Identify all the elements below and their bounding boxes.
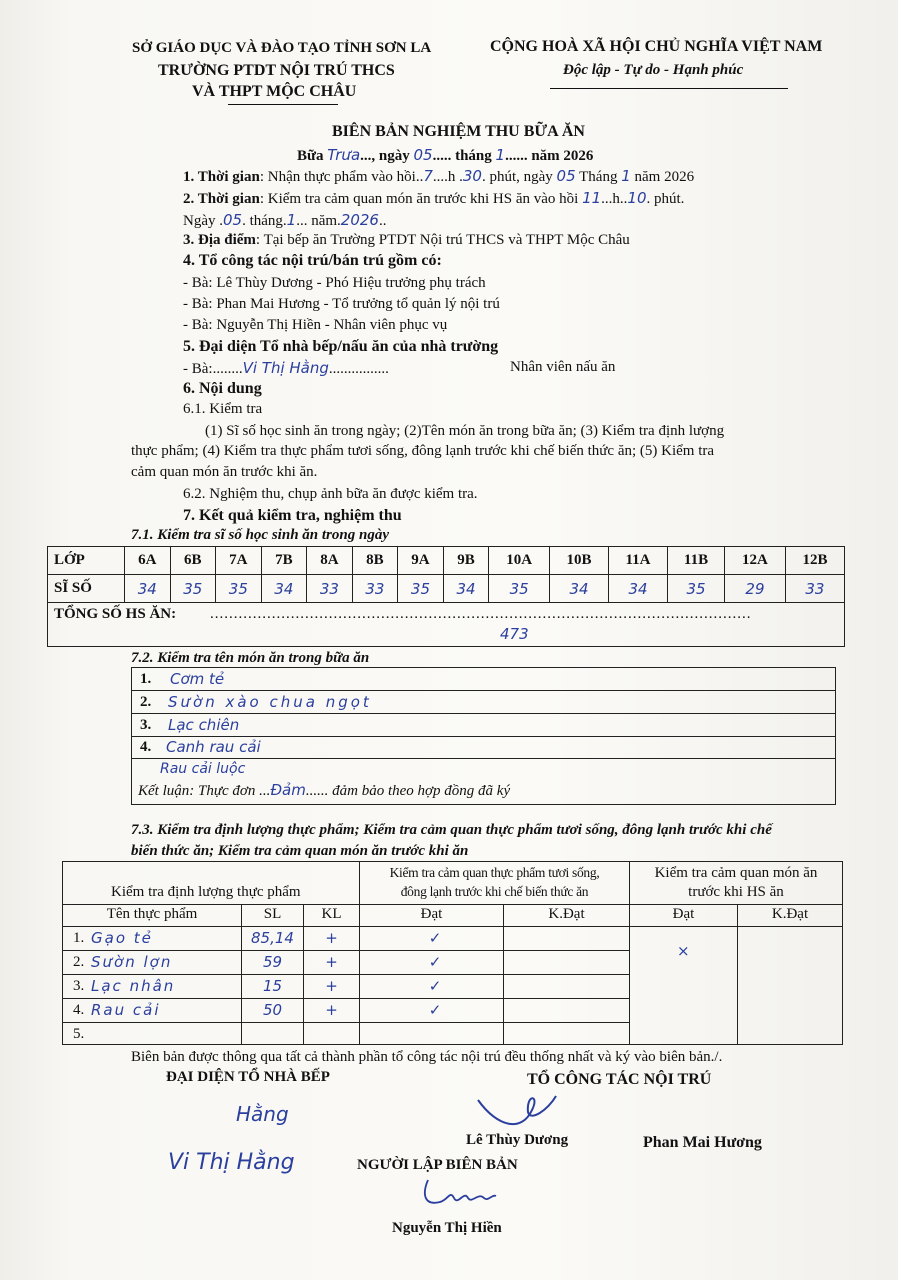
count-cell: 35 bbox=[398, 575, 444, 603]
class-cell: 10A bbox=[489, 547, 550, 575]
count-cell: 34 bbox=[550, 575, 609, 603]
kitchen-signature-short: Hằng bbox=[236, 1102, 289, 1126]
total-row bbox=[48, 603, 845, 647]
section5-role: Nhân viên nấu ăn bbox=[510, 359, 616, 375]
col-kdat-header: K.Đạt bbox=[548, 906, 585, 922]
group1-header: Kiểm tra định lượng thực phẩm bbox=[111, 884, 301, 900]
meal-prefix: Bữa bbox=[297, 148, 324, 164]
signature-nguyen-thi-hien bbox=[418, 1176, 498, 1212]
section1-text-d: Tháng bbox=[579, 169, 618, 185]
class-count-table bbox=[47, 546, 845, 647]
meal-after-month: ...... năm 2026 bbox=[505, 148, 594, 164]
class-cell: 8A bbox=[307, 547, 353, 575]
school-name-line2: VÀ THPT MỘC CHÂU bbox=[192, 83, 357, 100]
section2-year: 2026 bbox=[340, 211, 379, 229]
section1-text-c: . phút, ngày bbox=[481, 169, 553, 185]
section73-title-line1: 7.3. Kiểm tra định lượng thực phẩm; Kiểm tra cảm quan thực phẩm tươi sống, đông lạnh trước khi chế bbox=[131, 822, 772, 838]
section71-title: 7.1. Kiểm tra sĩ số học sinh ăn trong ngày bbox=[131, 527, 389, 543]
col-sl-header: SL bbox=[263, 906, 282, 922]
count-cell: 33 bbox=[785, 575, 844, 603]
row-number: 2. bbox=[73, 954, 85, 970]
signature-le-thuy-duong bbox=[470, 1088, 560, 1133]
class-cell: 12A bbox=[725, 547, 786, 575]
republic-name: CỘNG HOÀ XÃ HỘI CHỦ NGHĨA VIỆT NAM bbox=[490, 38, 823, 55]
section73-title-line2: biến thức ăn; Kiểm tra cảm quan món ăn trước khi ăn bbox=[131, 843, 469, 859]
section2-line2-d: .. bbox=[378, 213, 387, 229]
section2-hour: 11 bbox=[582, 189, 602, 207]
section5-label: 5. Đại diện Tổ nhà bếp/nấu ăn của nhà trường bbox=[183, 338, 499, 355]
section3-label: 3. Địa điểm bbox=[183, 232, 256, 248]
section4-member: - Bà: Lê Thùy Dương - Phó Hiệu trưởng phụ trách bbox=[183, 275, 486, 291]
count-cell: 35 bbox=[216, 575, 262, 603]
meal-value: Trưa bbox=[327, 146, 361, 164]
meal-after: ..., ngày bbox=[360, 148, 410, 164]
food-name: Rau cải bbox=[91, 1001, 161, 1019]
motto: Độc lập - Tự do - Hạnh phúc bbox=[563, 62, 744, 78]
department-name: SỞ GIÁO DỤC VÀ ĐÀO TẠO TỈNH SƠN LA bbox=[132, 40, 432, 56]
section2-line2 bbox=[183, 211, 386, 230]
group3-header-line2: trước khi HS ăn bbox=[688, 884, 784, 900]
class-cell: 10B bbox=[550, 547, 609, 575]
section7-label: 7. Kết quả kiểm tra, nghiệm thu bbox=[183, 507, 402, 524]
count-cell: 29 bbox=[725, 575, 786, 603]
conclusion-value: Đảm bbox=[270, 781, 306, 799]
section2-label: 2. Thời gian bbox=[183, 191, 260, 207]
class-cell: 8B bbox=[352, 547, 398, 575]
meal-check-mark: × bbox=[677, 942, 690, 960]
section72-title: 7.2. Kiểm tra tên món ăn trong bữa ăn bbox=[131, 650, 370, 666]
section4-label: 4. Tổ công tác nội trú/bán trú gồm có: bbox=[183, 252, 442, 269]
meal-day: 05 bbox=[413, 146, 433, 164]
col-kl-header: KL bbox=[321, 906, 342, 922]
total-cell bbox=[48, 603, 845, 647]
count-cell: 34 bbox=[609, 575, 668, 603]
recorder-title: NGƯỜI LẬP BIÊN BẢN bbox=[357, 1157, 518, 1173]
row-number: 1. bbox=[73, 930, 85, 946]
section2-line2-a: Ngày . bbox=[183, 213, 223, 229]
section2-minute: 10 bbox=[627, 189, 647, 207]
section1-day: 05 bbox=[556, 167, 576, 185]
count-cell: 34 bbox=[261, 575, 307, 603]
section1-text-b: ....h . bbox=[432, 169, 463, 185]
class-cell: 11A bbox=[609, 547, 668, 575]
count-header: SĨ SỐ bbox=[48, 575, 125, 603]
total-label: TỔNG SỐ HS ĂN: bbox=[54, 606, 177, 622]
table-vline bbox=[737, 904, 738, 1044]
dish-row-line bbox=[132, 713, 835, 714]
table-hline bbox=[63, 904, 842, 905]
signer1-name: Lê Thùy Dương bbox=[466, 1132, 569, 1148]
signer2-name: Phan Mai Hương bbox=[643, 1134, 762, 1151]
header-right-underline bbox=[550, 88, 788, 89]
class-header: LỚP bbox=[48, 547, 125, 575]
total-value: 473 bbox=[500, 625, 529, 643]
section3-text: : Tại bếp ăn Trường PTDT Nội trú THCS và THPT Mộc Châu bbox=[255, 232, 630, 248]
group2-header-line2: đông lạnh trước khi chế biến thức ăn bbox=[400, 884, 589, 899]
row-number: 4. bbox=[73, 1002, 85, 1018]
committee-title: TỔ CÔNG TÁC NỘI TRÚ bbox=[527, 1071, 712, 1088]
count-cell: 33 bbox=[307, 575, 353, 603]
food-dat: ✓ bbox=[428, 953, 442, 971]
dish-row-line bbox=[132, 736, 835, 737]
section5-line bbox=[183, 359, 389, 378]
section6-para-line2: thực phẩm; (4) Kiểm tra thực phẩm tươi sống, đông lạnh trước khi chế biến thức ăn; (5) Kiểm tra bbox=[131, 443, 715, 459]
recorder-name: Nguyễn Thị Hiền bbox=[392, 1220, 502, 1236]
section1-month: 1 bbox=[621, 167, 631, 185]
section2-month: 1 bbox=[286, 211, 297, 229]
section6-para-line3: cảm quan món ăn trước khi ăn. bbox=[131, 464, 318, 480]
section5-prefix: - Bà:........ bbox=[183, 361, 243, 377]
group2-header-line1: Kiểm tra cảm quan thực phẩm tươi sống, bbox=[389, 865, 600, 880]
dish-box bbox=[131, 667, 836, 805]
food-name: Gạo tẻ bbox=[91, 929, 153, 947]
dish-number: 2. bbox=[140, 694, 152, 710]
kitchen-signature-full: Vi Thị Hằng bbox=[168, 1150, 295, 1175]
dish-number: 1. bbox=[140, 671, 152, 687]
count-cell: 35 bbox=[170, 575, 216, 603]
col-dat-header: Đạt bbox=[420, 906, 443, 922]
row-number: 5. bbox=[73, 1026, 85, 1042]
table-hline bbox=[63, 998, 629, 999]
footer-statement: Biên bản được thông qua tất cả thành phần tổ công tác nội trú đều thống nhất và ký vào biên bản./. bbox=[131, 1049, 723, 1065]
count-cell: 34 bbox=[443, 575, 489, 603]
section2-line2-c: ... năm. bbox=[296, 213, 341, 229]
food-dat: ✓ bbox=[428, 929, 442, 947]
food-name: Sườn lợn bbox=[91, 953, 173, 971]
col-kdat2-header: K.Đạt bbox=[771, 906, 809, 922]
dish-name: Lạc chiên bbox=[168, 716, 240, 734]
section2-text-a: : Kiểm tra cảm quan món ăn trước khi HS ăn vào hồi bbox=[259, 191, 579, 207]
dish-name: Rau cải luộc bbox=[160, 761, 246, 777]
total-dots: .................................................................................................................. bbox=[210, 606, 752, 622]
dish-row-line bbox=[132, 690, 835, 691]
section1-minute: 30 bbox=[462, 167, 482, 185]
section2-day: 05 bbox=[223, 211, 243, 229]
section2-line2-b: . tháng. bbox=[242, 213, 287, 229]
count-cell: 34 bbox=[125, 575, 171, 603]
col-dat2-header: Đạt bbox=[672, 906, 695, 922]
food-kl: + bbox=[325, 977, 338, 995]
section3 bbox=[183, 232, 630, 249]
section1-text-e: năm 2026 bbox=[634, 169, 695, 185]
section1-hour: 7 bbox=[423, 167, 433, 185]
section5-name: Vi Thị Hằng bbox=[242, 359, 329, 377]
table-hline bbox=[63, 1022, 629, 1023]
dish-number: 3. bbox=[140, 717, 152, 733]
count-cell: 35 bbox=[667, 575, 724, 603]
class-cell: 11B bbox=[667, 547, 724, 575]
section6-label: 6. Nội dung bbox=[183, 380, 262, 397]
document-title: BIÊN BẢN NGHIỆM THU BỮA ĂN bbox=[332, 123, 585, 140]
meal-line bbox=[297, 146, 593, 165]
food-sl: 15 bbox=[262, 977, 283, 995]
dish-name: Cơm tẻ bbox=[170, 670, 225, 688]
food-kl: + bbox=[325, 929, 338, 947]
food-dat: ✓ bbox=[428, 977, 442, 995]
section4-member: - Bà: Phan Mai Hương - Tổ trưởng tổ quản lý nội trú bbox=[183, 296, 500, 312]
table-hline bbox=[63, 950, 629, 951]
section1-text-a: : Nhận thực phẩm vào hồi bbox=[259, 169, 416, 185]
class-cell: 12B bbox=[785, 547, 844, 575]
food-kl: + bbox=[325, 1001, 338, 1019]
count-row bbox=[48, 575, 845, 603]
dish-row-line bbox=[132, 758, 835, 759]
food-table bbox=[62, 861, 843, 1045]
table-hline bbox=[63, 974, 629, 975]
count-cell: 33 bbox=[352, 575, 398, 603]
food-sl: 50 bbox=[262, 1001, 283, 1019]
class-cell: 7B bbox=[261, 547, 307, 575]
header-left-underline bbox=[228, 104, 338, 105]
section1: 1. Thời gian: Nhận thực phẩm vào hồi..7....h .30. phút, ngày 05 Tháng 1 năm 2026 bbox=[183, 167, 695, 185]
conclusion-a: Kết luận: Thực đơn ... bbox=[138, 783, 271, 799]
section6-sub2: 6.2. Nghiệm thu, chụp ảnh bữa ăn được kiểm tra. bbox=[183, 486, 478, 502]
school-name-line1: TRƯỜNG PTDT NỘI TRÚ THCS bbox=[158, 62, 395, 79]
group3-header-line1: Kiểm tra cảm quan món ăn bbox=[654, 865, 818, 881]
section4-member: - Bà: Nguyễn Thị Hiền - Nhân viên phục vụ bbox=[183, 317, 448, 333]
food-name: Lạc nhân bbox=[91, 977, 176, 995]
row-number: 3. bbox=[73, 978, 85, 994]
section2-line1 bbox=[183, 189, 684, 208]
col-name-header: Tên thực phẩm bbox=[106, 906, 198, 922]
section6-sub1: 6.1. Kiểm tra bbox=[183, 401, 263, 417]
dish-name: Canh rau cải bbox=[166, 738, 261, 756]
dish-conclusion bbox=[138, 781, 510, 800]
meal-month: 1 bbox=[495, 146, 506, 164]
kitchen-rep-title: ĐẠI DIỆN TỔ NHÀ BẾP bbox=[166, 1069, 330, 1085]
section1-label: 1. Thời gian bbox=[183, 169, 260, 185]
class-cell: 6A bbox=[125, 547, 171, 575]
table-hline bbox=[63, 926, 842, 927]
count-cell: 35 bbox=[489, 575, 550, 603]
food-dat: ✓ bbox=[428, 1001, 442, 1019]
section5-suffix: ................ bbox=[328, 361, 389, 377]
food-sl: 59 bbox=[262, 953, 283, 971]
class-row bbox=[48, 547, 845, 575]
section2-text-b: ...h.. bbox=[601, 191, 628, 207]
dish-number: 4. bbox=[140, 739, 152, 755]
dish-name: Sườn xào chua ngọt bbox=[168, 693, 372, 711]
class-cell: 7A bbox=[216, 547, 262, 575]
class-cell: 9A bbox=[398, 547, 444, 575]
meal-after-day: ..... tháng bbox=[432, 148, 492, 164]
food-sl: 85,14 bbox=[251, 929, 294, 947]
class-cell: 6B bbox=[170, 547, 216, 575]
section2-text-c: . phút. bbox=[646, 191, 685, 207]
class-cell: 9B bbox=[443, 547, 489, 575]
section6-para-line1: (1) Sĩ số học sinh ăn trong ngày; (2)Tên món ăn trong bữa ăn; (3) Kiểm tra định lượng bbox=[205, 423, 725, 439]
conclusion-b: ...... đảm bảo theo hợp đồng đã ký bbox=[305, 783, 511, 799]
food-kl: + bbox=[325, 953, 338, 971]
